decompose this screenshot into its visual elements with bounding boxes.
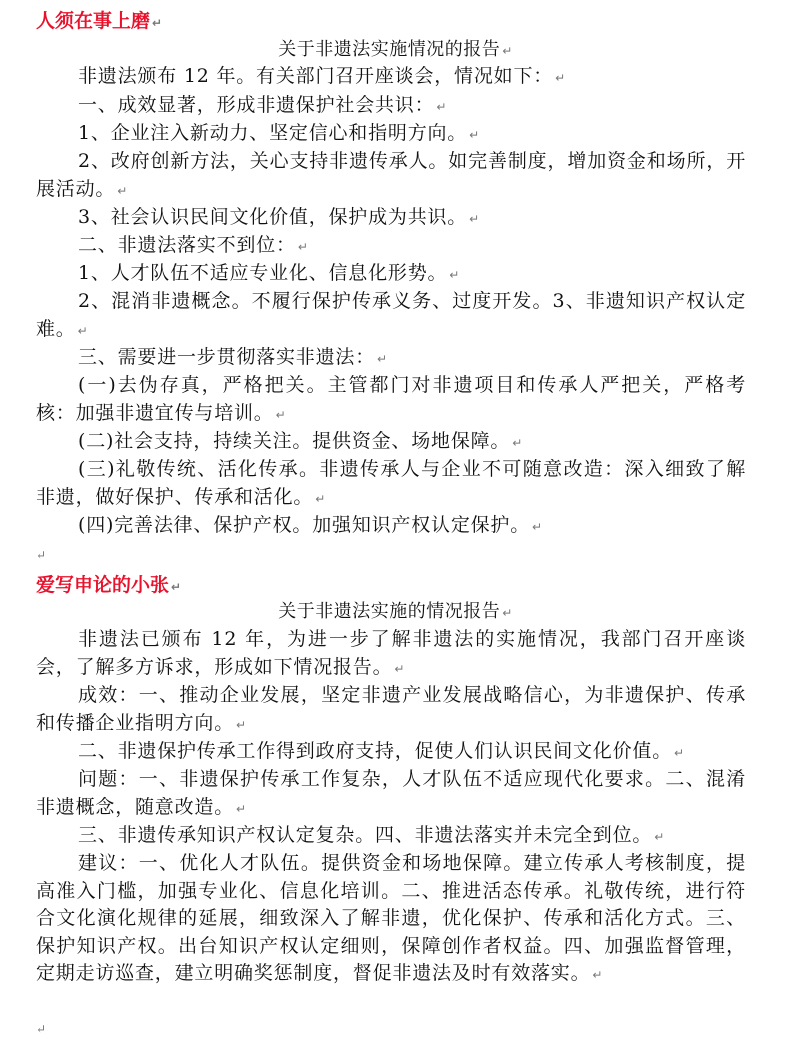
report-title-2: 关于非遗法实施的情况报告 ↵ [278,601,513,622]
paragraph: 建议：一、优化人才队伍。提供资金和场地保障。建立传承人考核制度，提高准入门槛，加强专业化、信息化培训。二、推进活态传承。礼敬传统，进行符合文化演化规律的延展，细致深入了解非遗，优化保护、传承和活化方式。三、保护知识产权。出台知识产权认定细则，保障创作者权益。四、加强监督管理，定期走访巡查，建立明确奖惩制度，督促非遗法及时有效落实。 ↵ [36,852,746,984]
paragraph: 问题：一、非遗保护传承工作复杂，人才队伍不适应现代化要求。二、混淆非遗概念，随意改造。 ↵ [36,768,746,818]
paragraph: (三)礼敬传统、活化传承。非遗传承人与企业不可随意改造：深入细致了解非遗，做好保护、传承和活化。 ↵ [36,458,746,508]
paragraph: 非遗法已颁布 12 年，为进一步了解非遗法的实施情况，我部门召开座谈会，了解多方诉求，形成如下情况报告。 ↵ [36,628,746,678]
paragraph: 二、非遗保护传承工作得到政府支持，促使人们认识民间文化价值。 ↵ [78,740,685,762]
paragraph: 3、社会认识民间文化价值，保护成为共识。 ↵ [78,206,480,228]
paragraph: 2、混消非遗概念。不履行保护传承义务、过度开发。3、非遗知识产权认定难。 ↵ [36,290,746,340]
paragraph: (二)社会支持，持续关注。提供资金、场地保障。 ↵ [78,430,524,452]
paragraph: 1、人才队伍不适应专业化、信息化形势。 ↵ [78,262,461,284]
paragraph: (一)去伪存真，严格把关。主管都门对非遗项目和传承人严把关，严格考核：加强非遗宜传与培训。 ↵ [36,374,746,424]
paragraph: (四)完善法律、保护产权。加强知识产权认定保护。 ↵ [78,514,543,536]
author-name-1: 人须在事上磨 ↵ [36,10,163,32]
paragraph: 1、企业注入新动力、坚定信心和指明方向。 ↵ [78,122,480,144]
paragraph: 成效：一、推动企业发展，坚定非遗产业发展战略信心，为非遗保护、传承和传播企业指明方向。 ↵ [36,684,746,734]
report-title-1: 关于非遗法实施情况的报告 ↵ [278,39,513,60]
author-name-2: 爱写申论的小张 ↵ [36,574,182,596]
paragraph: 二、非遗法落实不到位： ↵ [78,234,309,256]
empty-paragraph-mark: ↵ [36,548,47,562]
paragraph: 一、成效显著，形成非遗保护社会共识： ↵ [78,94,448,116]
paragraph: 三、需要进一步贯彻落实非遗法： ↵ [78,346,388,368]
paragraph: 非遗法颁布 12 年。有关部门召开座谈会，情况如下： ↵ [78,65,566,87]
paragraph: 2、改府创新方法，关心支持非遗传承人。如完善制度，增加资金和场所，开展活动。 ↵ [36,150,746,200]
paragraph: 三、非遗传承知识产权认定复杂。四、非遗法落实并未完全到位。 ↵ [78,824,666,846]
empty-paragraph-mark: ↵ [36,1022,47,1036]
